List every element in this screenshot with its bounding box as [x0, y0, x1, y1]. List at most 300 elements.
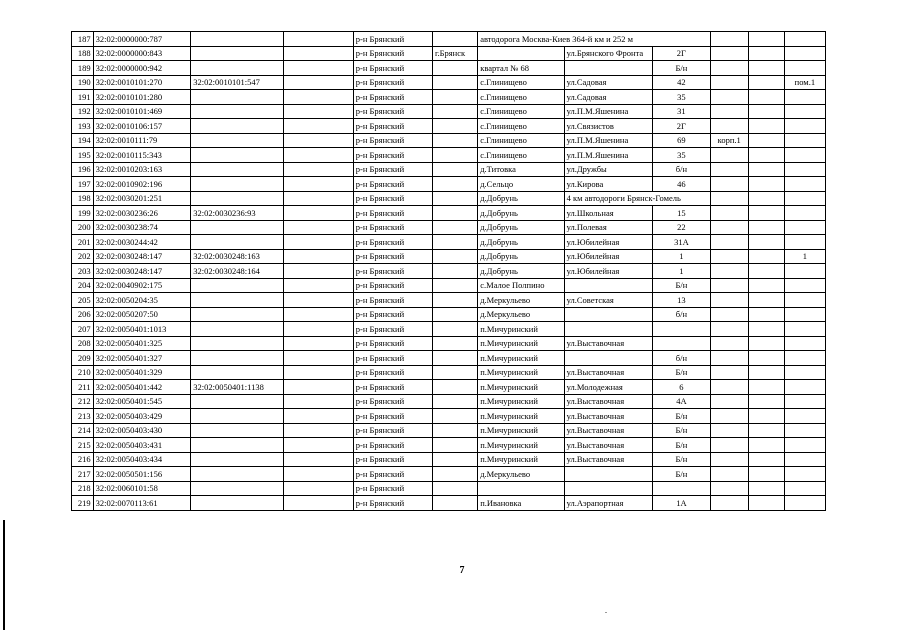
house-cell: Б/н — [653, 61, 711, 76]
city-cell — [432, 75, 477, 90]
building-cell — [710, 438, 748, 453]
building-cell — [710, 496, 748, 511]
related-cadastral-cell — [191, 481, 284, 496]
house-cell — [653, 322, 711, 337]
related-cadastral-cell — [191, 148, 284, 163]
empty-cell — [748, 496, 784, 511]
cadastral-number-cell: 32:02:0050501:156 — [93, 467, 191, 482]
city-cell — [432, 409, 477, 424]
house-cell: 2Г — [653, 46, 711, 61]
cadastral-number-cell: 32:02:0010902:196 — [93, 177, 191, 192]
table-row — [72, 191, 826, 206]
empty-cell — [283, 162, 353, 177]
building-cell — [710, 467, 748, 482]
related-cadastral-cell — [191, 162, 284, 177]
empty-cell — [283, 452, 353, 467]
row-number-cell: 219 — [72, 496, 94, 511]
street-cell: ул.Садовая — [564, 75, 652, 90]
locality-cell: д.Добрунь — [478, 264, 564, 279]
row-number-cell: 207 — [72, 322, 94, 337]
locality-cell: п.Мичуринский — [478, 394, 564, 409]
locality-cell: п.Мичуринский — [478, 380, 564, 395]
premises-cell — [784, 177, 825, 192]
locality-cell: д.Добрунь — [478, 235, 564, 250]
related-cadastral-cell — [191, 119, 284, 134]
empty-cell — [748, 61, 784, 76]
house-cell: Б/н — [653, 423, 711, 438]
empty-cell — [283, 496, 353, 511]
premises-cell — [784, 206, 825, 221]
cadastral-number-cell: 32:02:0050401:1013 — [93, 322, 191, 337]
row-number-cell: 191 — [72, 90, 94, 105]
city-cell — [432, 467, 477, 482]
related-cadastral-cell — [191, 104, 284, 119]
related-cadastral-cell — [191, 423, 284, 438]
house-cell: 2Г — [653, 119, 711, 134]
locality-cell: п.Мичуринский — [478, 452, 564, 467]
cadastral-number-cell: 32:02:0050403:429 — [93, 409, 191, 424]
empty-cell — [748, 162, 784, 177]
locality-cell: п.Мичуринский — [478, 322, 564, 337]
cadastral-number-cell: 32:02:0060101:58 — [93, 481, 191, 496]
building-cell — [710, 104, 748, 119]
table-row — [72, 380, 826, 395]
table-row — [72, 148, 826, 163]
building-cell — [710, 148, 748, 163]
row-number-cell: 206 — [72, 307, 94, 322]
cadastral-number-cell: 32:02:0030248:147 — [93, 264, 191, 279]
city-cell — [432, 220, 477, 235]
locality-cell: п.Мичуринский — [478, 438, 564, 453]
table-row — [72, 235, 826, 250]
empty-cell — [748, 235, 784, 250]
premises-cell: 1 — [784, 249, 825, 264]
city-cell — [432, 32, 477, 47]
street-cell: ул.Юбилейная — [564, 249, 652, 264]
district-cell: р-н Брянский — [353, 481, 432, 496]
street-cell: ул.Юбилейная — [564, 235, 652, 250]
district-cell: р-н Брянский — [353, 61, 432, 76]
empty-cell — [748, 177, 784, 192]
locality-cell: д.Меркульево — [478, 293, 564, 308]
cadastral-number-cell: 32:02:0050403:430 — [93, 423, 191, 438]
street-cell — [564, 61, 652, 76]
empty-cell — [748, 423, 784, 438]
empty-cell — [748, 438, 784, 453]
premises-cell — [784, 191, 825, 206]
building-cell — [710, 32, 748, 47]
cadastral-number-cell: 32:02:0030236:26 — [93, 206, 191, 221]
building-cell — [710, 46, 748, 61]
empty-cell — [748, 365, 784, 380]
street-cell: 4 км автодороги Брянск-Гомель — [564, 191, 710, 206]
empty-cell — [748, 206, 784, 221]
city-cell — [432, 394, 477, 409]
street-cell — [564, 481, 652, 496]
house-cell: 46 — [653, 177, 711, 192]
empty-cell — [748, 46, 784, 61]
table-row — [72, 32, 826, 47]
row-number-cell: 214 — [72, 423, 94, 438]
empty-cell — [748, 307, 784, 322]
house-cell: 69 — [653, 133, 711, 148]
district-cell: р-н Брянский — [353, 177, 432, 192]
building-cell — [710, 206, 748, 221]
cadastral-number-cell: 32:02:0030244:42 — [93, 235, 191, 250]
house-cell: 6 — [653, 380, 711, 395]
building-cell — [710, 351, 748, 366]
cadastral-number-cell: 32:02:0050401:327 — [93, 351, 191, 366]
empty-cell — [283, 467, 353, 482]
cadastral-number-cell: 32:02:0070113:61 — [93, 496, 191, 511]
city-cell: г.Брянск — [432, 46, 477, 61]
street-cell: ул.Выставочная — [564, 336, 652, 351]
premises-cell — [784, 394, 825, 409]
city-cell — [432, 264, 477, 279]
empty-cell — [283, 249, 353, 264]
building-cell — [710, 423, 748, 438]
cadastral-number-cell: 32:02:0030201:251 — [93, 191, 191, 206]
cadastral-number-cell: 32:02:0050403:431 — [93, 438, 191, 453]
street-cell: ул.Выставочная — [564, 394, 652, 409]
empty-cell — [748, 452, 784, 467]
locality-cell: с.Глинищево — [478, 133, 564, 148]
empty-cell — [748, 351, 784, 366]
row-number-cell: 217 — [72, 467, 94, 482]
address-register-table — [71, 31, 826, 511]
premises-cell — [784, 438, 825, 453]
locality-cell: д.Добрунь — [478, 191, 564, 206]
related-cadastral-cell — [191, 467, 284, 482]
empty-cell — [748, 119, 784, 134]
locality-cell: с.Малое Полпино — [478, 278, 564, 293]
building-cell — [710, 293, 748, 308]
related-cadastral-cell — [191, 307, 284, 322]
city-cell — [432, 119, 477, 134]
building-cell — [710, 365, 748, 380]
street-cell: ул.Выставочная — [564, 423, 652, 438]
house-cell: 13 — [653, 293, 711, 308]
locality-cell: п.Ивановка — [478, 496, 564, 511]
building-cell: корп.1 — [710, 133, 748, 148]
table-body — [72, 32, 826, 511]
table-row — [72, 104, 826, 119]
district-cell: р-н Брянский — [353, 206, 432, 221]
locality-cell — [478, 481, 564, 496]
related-cadastral-cell — [191, 336, 284, 351]
house-cell: Б/н — [653, 452, 711, 467]
row-number-cell: 212 — [72, 394, 94, 409]
related-cadastral-cell: 32:02:0030248:164 — [191, 264, 284, 279]
empty-cell — [283, 438, 353, 453]
house-cell: 42 — [653, 75, 711, 90]
street-cell: ул.Садовая — [564, 90, 652, 105]
empty-cell — [748, 133, 784, 148]
house-cell — [653, 481, 711, 496]
city-cell — [432, 322, 477, 337]
premises-cell: пом.1 — [784, 75, 825, 90]
related-cadastral-cell — [191, 235, 284, 250]
cadastral-number-cell: 32:02:0030238:74 — [93, 220, 191, 235]
locality-cell: д.Добрунь — [478, 249, 564, 264]
related-cadastral-cell: 32:02:0010101:547 — [191, 75, 284, 90]
district-cell: р-н Брянский — [353, 264, 432, 279]
empty-cell — [748, 322, 784, 337]
premises-cell — [784, 148, 825, 163]
related-cadastral-cell — [191, 452, 284, 467]
empty-cell — [283, 220, 353, 235]
cadastral-number-cell: 32:02:0010101:280 — [93, 90, 191, 105]
locality-cell — [478, 46, 564, 61]
district-cell: р-н Брянский — [353, 220, 432, 235]
street-cell — [564, 278, 652, 293]
city-cell — [432, 452, 477, 467]
row-number-cell: 216 — [72, 452, 94, 467]
building-cell — [710, 452, 748, 467]
city-cell — [432, 61, 477, 76]
premises-cell — [784, 278, 825, 293]
empty-cell — [283, 177, 353, 192]
empty-cell — [748, 336, 784, 351]
building-cell — [710, 177, 748, 192]
district-cell: р-н Брянский — [353, 90, 432, 105]
building-cell — [710, 394, 748, 409]
city-cell — [432, 133, 477, 148]
street-cell: ул.П.М.Яшенина — [564, 133, 652, 148]
street-cell: ул.Полевая — [564, 220, 652, 235]
district-cell: р-н Брянский — [353, 467, 432, 482]
house-cell: Б/н — [653, 438, 711, 453]
city-cell — [432, 380, 477, 395]
district-cell: р-н Брянский — [353, 409, 432, 424]
scan-edge-mark — [3, 520, 5, 630]
building-cell — [710, 322, 748, 337]
related-cadastral-cell — [191, 61, 284, 76]
related-cadastral-cell — [191, 133, 284, 148]
city-cell — [432, 351, 477, 366]
row-number-cell: 204 — [72, 278, 94, 293]
city-cell — [432, 249, 477, 264]
building-cell — [710, 264, 748, 279]
city-cell — [432, 148, 477, 163]
premises-cell — [784, 32, 825, 47]
row-number-cell: 195 — [72, 148, 94, 163]
table-row — [72, 394, 826, 409]
related-cadastral-cell — [191, 365, 284, 380]
table-row — [72, 293, 826, 308]
street-cell: ул.Аэрапортная — [564, 496, 652, 511]
table-row — [72, 220, 826, 235]
city-cell — [432, 496, 477, 511]
house-cell: 4А — [653, 394, 711, 409]
cadastral-number-cell: 32:02:0050207:50 — [93, 307, 191, 322]
district-cell: р-н Брянский — [353, 235, 432, 250]
street-cell: ул.Связистов — [564, 119, 652, 134]
district-cell: р-н Брянский — [353, 496, 432, 511]
empty-cell — [283, 481, 353, 496]
related-cadastral-cell — [191, 46, 284, 61]
street-cell: ул.Советская — [564, 293, 652, 308]
row-number-cell: 218 — [72, 481, 94, 496]
related-cadastral-cell — [191, 177, 284, 192]
house-cell — [653, 336, 711, 351]
empty-cell — [283, 394, 353, 409]
empty-cell — [283, 351, 353, 366]
row-number-cell: 192 — [72, 104, 94, 119]
house-cell: Б/н — [653, 467, 711, 482]
house-cell: 31А — [653, 235, 711, 250]
row-number-cell: 189 — [72, 61, 94, 76]
related-cadastral-cell — [191, 278, 284, 293]
locality-cell: автодорога Москва-Киев 364-й км и 252 м — [478, 32, 710, 47]
premises-cell — [784, 162, 825, 177]
empty-cell — [283, 148, 353, 163]
related-cadastral-cell: 32:02:0030248:163 — [191, 249, 284, 264]
empty-cell — [283, 423, 353, 438]
premises-cell — [784, 322, 825, 337]
table-row — [72, 351, 826, 366]
premises-cell — [784, 133, 825, 148]
street-cell: ул.Выставочная — [564, 409, 652, 424]
empty-cell — [283, 264, 353, 279]
district-cell: р-н Брянский — [353, 452, 432, 467]
house-cell: Б/н — [653, 278, 711, 293]
table-row — [72, 119, 826, 134]
premises-cell — [784, 104, 825, 119]
row-number-cell: 215 — [72, 438, 94, 453]
row-number-cell: 208 — [72, 336, 94, 351]
locality-cell: с.Глинищево — [478, 148, 564, 163]
table-row — [72, 496, 826, 511]
row-number-cell: 188 — [72, 46, 94, 61]
row-number-cell: 187 — [72, 32, 94, 47]
building-cell — [710, 249, 748, 264]
related-cadastral-cell — [191, 409, 284, 424]
street-cell — [564, 307, 652, 322]
house-cell: 1 — [653, 264, 711, 279]
premises-cell — [784, 90, 825, 105]
city-cell — [432, 206, 477, 221]
district-cell: р-н Брянский — [353, 307, 432, 322]
empty-cell — [283, 409, 353, 424]
street-cell — [564, 351, 652, 366]
building-cell — [710, 220, 748, 235]
district-cell: р-н Брянский — [353, 75, 432, 90]
related-cadastral-cell — [191, 394, 284, 409]
premises-cell — [784, 307, 825, 322]
premises-cell — [784, 264, 825, 279]
district-cell: р-н Брянский — [353, 438, 432, 453]
street-cell: ул.Молодежная — [564, 380, 652, 395]
street-cell: ул.Дружбы — [564, 162, 652, 177]
empty-cell — [748, 191, 784, 206]
table-row — [72, 249, 826, 264]
locality-cell: квартал № 68 — [478, 61, 564, 76]
empty-cell — [748, 481, 784, 496]
building-cell — [710, 61, 748, 76]
empty-cell — [748, 32, 784, 47]
related-cadastral-cell — [191, 220, 284, 235]
cadastral-number-cell: 32:02:0050401:442 — [93, 380, 191, 395]
row-number-cell: 205 — [72, 293, 94, 308]
city-cell — [432, 104, 477, 119]
district-cell: р-н Брянский — [353, 249, 432, 264]
street-cell: ул.Юбилейная — [564, 264, 652, 279]
locality-cell: п.Мичуринский — [478, 336, 564, 351]
related-cadastral-cell — [191, 496, 284, 511]
table-row — [72, 365, 826, 380]
city-cell — [432, 278, 477, 293]
cadastral-number-cell: 32:02:0050403:434 — [93, 452, 191, 467]
empty-cell — [283, 75, 353, 90]
cadastral-number-cell: 32:02:0010101:469 — [93, 104, 191, 119]
house-cell: Б/н — [653, 365, 711, 380]
page-number: 7 — [459, 565, 465, 576]
empty-cell — [283, 365, 353, 380]
cadastral-number-cell: 32:02:0030248:147 — [93, 249, 191, 264]
locality-cell: п.Мичуринский — [478, 409, 564, 424]
premises-cell — [784, 293, 825, 308]
table-row — [72, 467, 826, 482]
street-cell: ул.Школьная — [564, 206, 652, 221]
table-row — [72, 423, 826, 438]
house-cell: Б/н — [653, 409, 711, 424]
city-cell — [432, 162, 477, 177]
premises-cell — [784, 467, 825, 482]
district-cell: р-н Брянский — [353, 32, 432, 47]
empty-cell — [283, 119, 353, 134]
street-cell: ул.Выставочная — [564, 438, 652, 453]
row-number-cell: 198 — [72, 191, 94, 206]
district-cell: р-н Брянский — [353, 162, 432, 177]
cadastral-number-cell: 32:02:0050401:545 — [93, 394, 191, 409]
empty-cell — [283, 278, 353, 293]
city-cell — [432, 438, 477, 453]
related-cadastral-cell — [191, 32, 284, 47]
empty-cell — [748, 90, 784, 105]
premises-cell — [784, 336, 825, 351]
row-number-cell: 190 — [72, 75, 94, 90]
house-cell: 22 — [653, 220, 711, 235]
empty-cell — [283, 133, 353, 148]
building-cell — [710, 162, 748, 177]
empty-cell — [283, 206, 353, 221]
city-cell — [432, 423, 477, 438]
empty-cell — [283, 322, 353, 337]
locality-cell: д.Сельцо — [478, 177, 564, 192]
premises-cell — [784, 380, 825, 395]
table-row — [72, 438, 826, 453]
related-cadastral-cell — [191, 191, 284, 206]
district-cell: р-н Брянский — [353, 293, 432, 308]
house-cell: 31 — [653, 104, 711, 119]
street-cell: ул.Кирова — [564, 177, 652, 192]
premises-cell — [784, 365, 825, 380]
house-cell: 1 — [653, 249, 711, 264]
district-cell: р-н Брянский — [353, 104, 432, 119]
row-number-cell: 210 — [72, 365, 94, 380]
building-cell — [710, 191, 748, 206]
premises-cell — [784, 496, 825, 511]
empty-cell — [748, 409, 784, 424]
building-cell — [710, 75, 748, 90]
cadastral-number-cell: 32:02:0010111:79 — [93, 133, 191, 148]
district-cell: р-н Брянский — [353, 148, 432, 163]
district-cell: р-н Брянский — [353, 380, 432, 395]
premises-cell — [784, 409, 825, 424]
empty-cell — [748, 394, 784, 409]
empty-cell — [748, 467, 784, 482]
